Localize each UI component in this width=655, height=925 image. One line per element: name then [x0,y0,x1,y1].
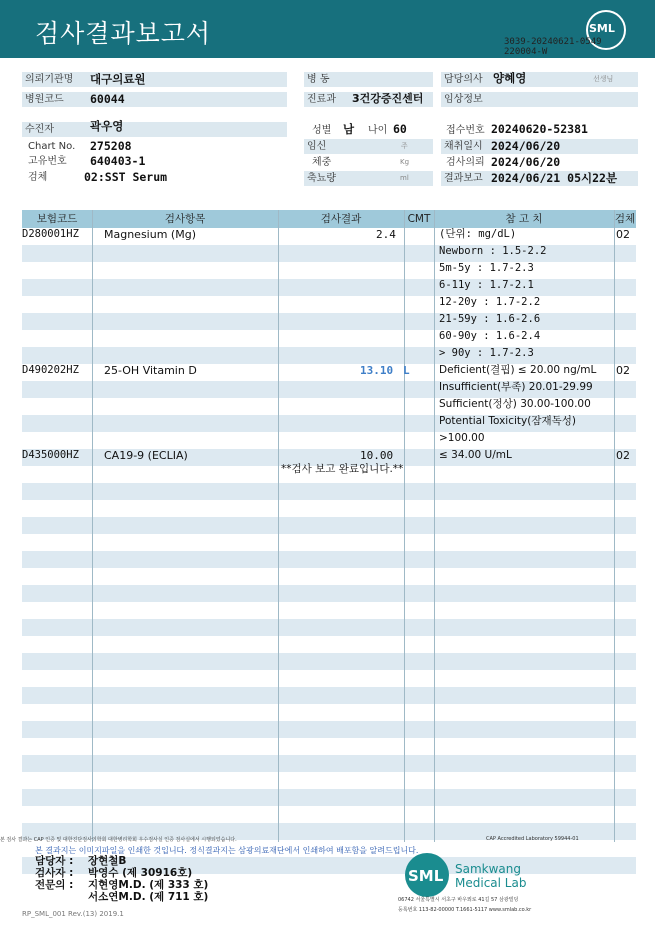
row-specimen: 02 [616,364,630,377]
requested-label: 검사의뢰 [446,157,485,168]
chart-label: Chart No. [28,141,76,152]
lab-contact: 등록번호 113-82-00000 T.1661-5117 www.smlab.co.kr [398,907,532,913]
col-header-test: 검사항목 [164,213,206,225]
reported-label: 결과보고 [441,171,638,186]
col-header-reference: 참 고 치 [505,213,543,225]
table-stripe [22,653,636,670]
row-result-low: 13.10 [360,364,394,377]
doctor-label: 담당의사 [441,72,638,87]
weight-unit: Kg [400,158,410,166]
completion-note: **검사 보고 완료입니다.** [281,463,404,475]
row-code: D490202HZ [22,364,79,376]
print-notice: 본 결과지는 이미지파일을 인쇄한 것입니다. 정식결과지는 삼광의료재단에서 인쇄하여 배포함을 알려드립니다. [35,846,419,855]
row-code: D435000HZ [22,449,79,461]
column-divider [434,210,435,842]
cap-accreditation: CAP Accredited Laboratory 59944-01 [486,836,579,842]
table-stripe [22,755,636,772]
collected-label: 채취일시 [441,139,638,154]
form-id: RP_SML_001 Rev.(13) 2019.1 [22,910,124,918]
row-specimen: 02 [616,228,630,241]
samkwang-logo-text: SML [408,867,444,885]
row-result: 2.4 [376,228,396,241]
reference-line: Sufficient(정상) 30.00-100.00 [439,398,591,410]
reference-line: ≤ 34.00 U/mL [439,449,512,461]
col-header-code: 보험코드 [36,213,78,225]
sex-label: 성별 [312,125,332,136]
reference-line: Deficient(결핍) ≤ 20.00 ng/mL [439,364,597,376]
clinical-info-label: 임상정보 [441,92,638,107]
column-divider [92,210,93,842]
ward-label: 병 동 [304,72,433,87]
urine-unit: ml [400,174,409,182]
reference-line: (단위: mg/dL) [439,228,517,240]
col-header-result: 검사결과 [320,213,362,225]
age-label: 나이 [368,125,388,136]
staff-value: 박영수 (제 30916호) [88,867,193,879]
reference-line: > 90y : 1.7-2.3 [439,347,534,359]
weight-label: 체중 [312,157,332,168]
report-title: 검사결과보고서 [35,19,212,48]
row-code: D280001HZ [22,228,79,240]
certification-disclaimer: 본 검사 결과는 CAP 인증 및 대한진단검사의학회 대한병리학회 우수검사실 인증 검사실에서 시행되었습니다. [0,837,237,843]
accession-label: 접수번호 [446,125,485,136]
staff-value: 지현영M.D. (제 333 호) [88,879,209,891]
row-test-name: CA19-9 (ECLIA) [104,449,188,462]
patient-label: 수진자 [22,122,287,137]
table-stripe [22,551,636,568]
dept-value: 3건강증진센터 [352,92,424,105]
age-value: 60 [393,122,407,136]
institution-label: 의뢰기관명 [22,72,287,87]
report-number: 3039-20240621-0549 [504,37,602,47]
row-specimen: 02 [616,449,630,462]
row-test-name: 25-OH Vitamin D [104,364,197,377]
lab-name-line1: Samkwang [455,862,521,876]
pregnancy-unit: 주 [401,142,408,150]
reference-line: Potential Toxicity(잠재독성) [439,415,576,427]
collected-value: 2024/06/20 [491,139,561,153]
reference-line: 5m-5y : 1.7-2.3 [439,262,534,274]
hospital-code-value: 60044 [90,92,125,106]
table-stripe [22,279,636,296]
lab-address: 06742 서울특별시 서초구 바우뫼로 41길 57 삼광빌딩 [398,897,519,903]
report-subnumber: 220004-W [504,47,548,57]
chart-value: 275208 [90,139,132,153]
reference-line: Insufficient(부족) 20.01-29.99 [439,381,593,393]
doctor-suffix: 선생님 [593,75,614,83]
reference-line: Newborn : 1.5-2.2 [439,245,547,257]
hospital-code-label: 병원코드 [22,92,287,107]
reference-line: >100.00 [439,432,485,444]
specimen-label: 검체 [28,172,48,183]
table-stripe [22,313,636,330]
institution-value: 대구의료원 [90,72,146,86]
low-flag: L [403,364,410,377]
reference-line: 60-90y : 1.6-2.4 [439,330,541,342]
column-divider [404,210,405,842]
specimen-value: 02:SST Serum [84,170,168,184]
staff-label: 검사자 : [35,867,74,879]
dept-label: 진료과 [304,92,433,107]
table-stripe [22,619,636,636]
staff-value: 서소연M.D. (제 711 호) [88,891,209,903]
table-stripe [22,687,636,704]
accession-value: 20240620-52381 [491,122,588,136]
staff-value: 장현철B [88,855,127,867]
sml-logo-text: SML [589,22,615,35]
column-divider [278,210,279,842]
table-stripe [22,585,636,602]
requested-value: 2024/06/20 [491,155,561,169]
col-header-cmt: CMT [407,213,431,225]
row-test-name: Magnesium (Mg) [104,228,196,241]
column-divider [614,210,615,842]
table-stripe [22,789,636,806]
table-stripe [22,483,636,500]
sex-value: 남 [343,122,355,136]
reference-line: 12-20y : 1.7-2.2 [439,296,541,308]
table-stripe [22,517,636,534]
col-header-specimen: 검체 [614,213,636,225]
lab-name-line2: Medical Lab [455,876,527,890]
row-result: 10.00 [360,449,394,462]
urine-label: 축뇨량 [304,171,433,186]
pregnancy-label: 임신 [304,139,433,154]
unique-label: 고유번호 [28,156,67,167]
doctor-value: 양혜영 [493,71,527,85]
unique-value: 640403-1 [90,154,146,168]
reference-line: 6-11y : 1.7-2.1 [439,279,534,291]
table-stripe [22,721,636,738]
patient-value: 곽우영 [90,119,124,133]
staff-label: 담당자 : [35,855,74,867]
reported-value: 2024/06/21 05시22분 [491,171,618,185]
staff-label: 전문의 : [35,879,74,891]
reference-line: 21-59y : 1.6-2.6 [439,313,541,325]
